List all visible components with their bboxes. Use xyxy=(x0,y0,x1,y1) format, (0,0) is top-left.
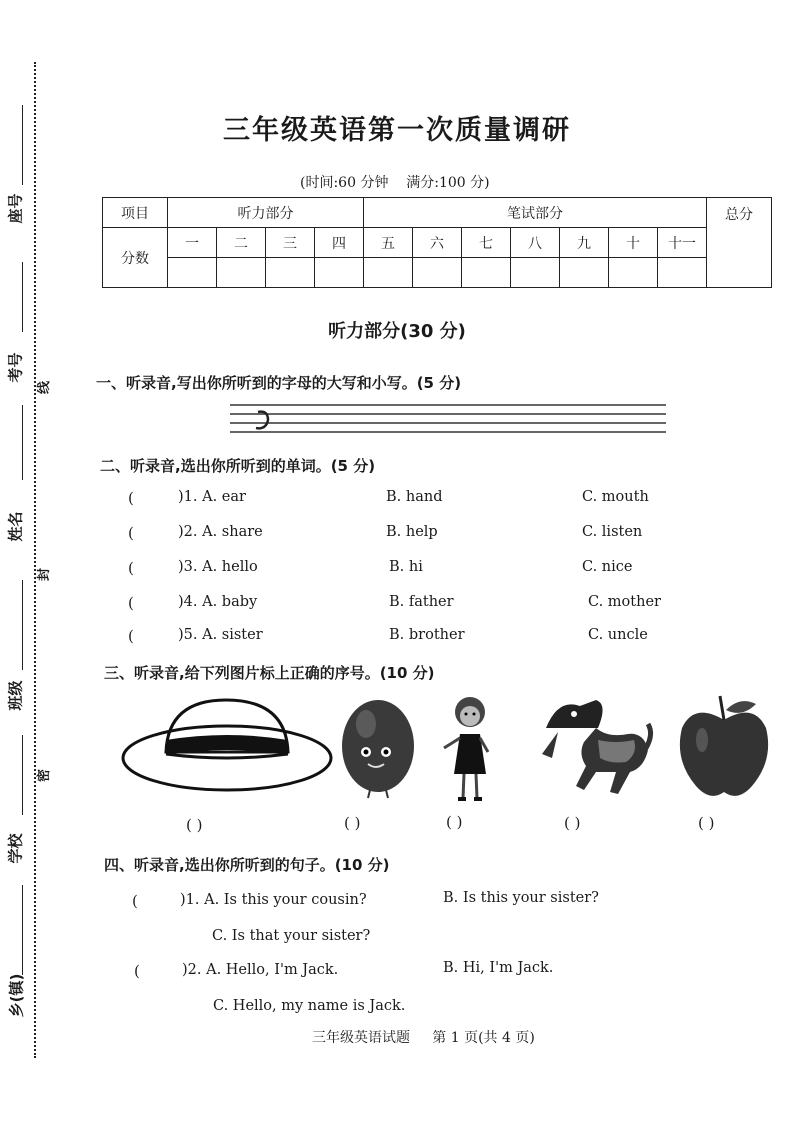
binding-dotted-line xyxy=(34,62,36,1058)
table-col-4: 四 xyxy=(315,228,364,258)
listening-section-title: 听力部分(30 分) xyxy=(328,321,466,342)
name-label: 姓名 xyxy=(6,511,25,542)
q2-option-b: B. help xyxy=(386,524,438,540)
q4-item-1-c: C. Is that your sister? xyxy=(212,928,371,944)
hat-icon xyxy=(118,694,336,800)
q2-option-a: )2. A. share xyxy=(178,524,263,540)
class-label: 班级 xyxy=(6,680,25,711)
answer-paren-hat[interactable]: ( ) xyxy=(186,816,203,834)
score-cell[interactable] xyxy=(168,258,217,288)
table-col-10: 十 xyxy=(609,228,658,258)
q1-title: 一、听录音,写出你所听到的字母的大写和小写。(5 分) xyxy=(96,374,462,392)
q2-option-a: )1. A. ear xyxy=(178,489,246,505)
school-label: 学校 xyxy=(6,833,25,864)
q2-answer-paren[interactable]: ( xyxy=(128,627,134,645)
dog-icon xyxy=(538,688,662,800)
q4-title: 四、听录音,选出你所听到的句子。(10 分) xyxy=(104,856,390,874)
seal-line-xian: 线 xyxy=(37,380,53,395)
q2-answer-paren[interactable]: ( xyxy=(128,489,134,507)
table-writing-header: 笔试部分 xyxy=(364,198,707,228)
score-cell[interactable] xyxy=(266,258,315,288)
answer-paren-apple[interactable]: ( ) xyxy=(698,814,715,832)
girl-icon xyxy=(438,694,498,806)
table-col-9: 九 xyxy=(560,228,609,258)
q2-option-b: B. hand xyxy=(386,489,443,505)
table-col-7: 七 xyxy=(462,228,511,258)
answer-paren-egg[interactable]: ( ) xyxy=(344,814,361,832)
table-col-2: 二 xyxy=(217,228,266,258)
seal-line-feng: 封 xyxy=(37,567,53,582)
egg-character-icon xyxy=(336,694,422,800)
q2-option-c: C. uncle xyxy=(588,627,648,643)
page-title: 三年级英语第一次质量调研 xyxy=(223,115,571,146)
q2-answer-paren[interactable]: ( xyxy=(128,524,134,542)
school-blank xyxy=(22,735,23,815)
score-cell[interactable] xyxy=(511,258,560,288)
score-cell[interactable] xyxy=(413,258,462,288)
table-listening-header: 听力部分 xyxy=(168,198,364,228)
q3-title: 三、听录音,给下列图片标上正确的序号。(10 分) xyxy=(104,664,435,682)
q4-item-1-b: B. Is this your sister? xyxy=(443,890,599,906)
town-label: 乡(镇) xyxy=(7,973,26,1018)
apple-icon xyxy=(674,690,776,806)
q2-option-c: C. mother xyxy=(588,594,661,610)
page-footer xyxy=(312,1027,535,1047)
table-total-header: 总分 xyxy=(707,198,772,288)
four-line-grid[interactable] xyxy=(230,402,670,438)
footer-page: 第 1 页(共 4 页) xyxy=(432,1030,535,1046)
table-item-header: 项目 xyxy=(103,198,168,228)
table-col-5: 五 xyxy=(364,228,413,258)
exam-meta xyxy=(300,172,490,192)
q2-title: 二、听录音,选出你所听到的单词。(5 分) xyxy=(100,457,376,475)
exam-no-label: 考号 xyxy=(6,352,25,383)
seal-line-mi: 密 xyxy=(37,768,53,783)
exam-full-score: 满分:100 分) xyxy=(406,175,490,191)
q4-item-1-a: )1. A. Is this your cousin? xyxy=(180,892,367,908)
q2-option-c: C. listen xyxy=(582,524,643,540)
q4-item-2-c: C. Hello, my name is Jack. xyxy=(213,998,406,1014)
q2-option-c: C. nice xyxy=(582,559,633,575)
name-blank xyxy=(22,405,23,480)
score-table xyxy=(102,197,772,288)
class-blank xyxy=(22,580,23,670)
score-cell[interactable] xyxy=(609,258,658,288)
q2-option-c: C. mouth xyxy=(582,489,649,505)
q2-option-a: )3. A. hello xyxy=(178,559,258,575)
q2-option-b: B. brother xyxy=(389,627,465,643)
q2-option-a: )4. A. baby xyxy=(178,594,258,610)
score-cell[interactable] xyxy=(462,258,511,288)
q4-item-2-a: )2. A. Hello, I'm Jack. xyxy=(182,962,339,978)
score-cell[interactable] xyxy=(217,258,266,288)
score-cell[interactable] xyxy=(315,258,364,288)
seat-label: 座号 xyxy=(6,193,25,224)
q2-option-b: B. father xyxy=(389,594,454,610)
exam-time: (时间:60 分钟 xyxy=(300,175,389,191)
q4-item-2-b: B. Hi, I'm Jack. xyxy=(443,960,554,976)
table-col-11: 十一 xyxy=(658,228,707,258)
q2-answer-paren[interactable]: ( xyxy=(128,594,134,612)
q2-answer-paren[interactable]: ( xyxy=(128,559,134,577)
answer-paren-girl[interactable]: ( ) xyxy=(446,813,463,831)
score-cell[interactable] xyxy=(364,258,413,288)
table-col-6: 六 xyxy=(413,228,462,258)
q2-option-a: )5. A. sister xyxy=(178,627,263,643)
table-col-8: 八 xyxy=(511,228,560,258)
score-cell[interactable] xyxy=(658,258,707,288)
table-col-1: 一 xyxy=(168,228,217,258)
town-blank xyxy=(22,885,23,975)
q2-option-b: B. hi xyxy=(389,559,423,575)
answer-paren-dog[interactable]: ( ) xyxy=(564,814,581,832)
table-col-3: 三 xyxy=(266,228,315,258)
q4-answer-paren-2[interactable]: ( xyxy=(134,962,140,980)
footer-subject: 三年级英语试题 xyxy=(312,1030,410,1046)
table-score-label: 分数 xyxy=(103,228,168,288)
score-cell[interactable] xyxy=(560,258,609,288)
q4-answer-paren-1[interactable]: ( xyxy=(132,892,138,910)
